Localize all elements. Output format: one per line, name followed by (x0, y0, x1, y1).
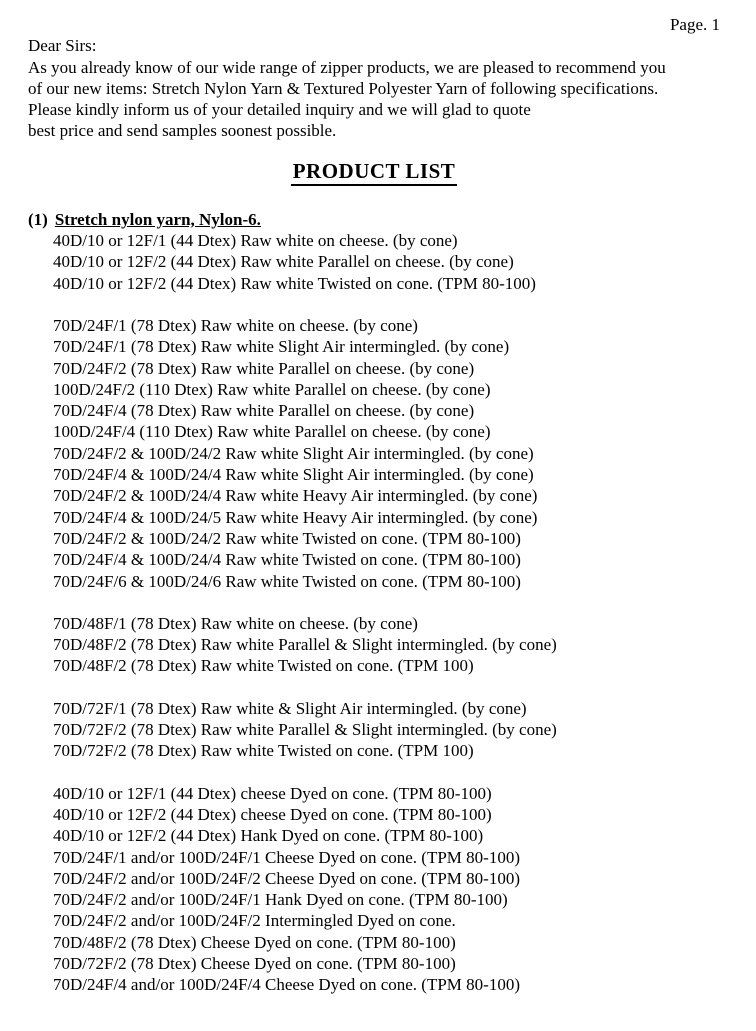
intro-line: As you already know of our wide range of zipper products, we are pleased to recommend you (28, 57, 666, 77)
section-title: Stretch nylon yarn, Nylon-6. (54, 209, 261, 229)
product-line: 70D/24F/2 & 100D/24/2 Raw white Slight Air intermingled. (by cone) (53, 443, 534, 463)
product-line: 70D/24F/2 and/or 100D/24F/1 Hank Dyed on cone. (TPM 80-100) (53, 890, 508, 910)
product-line: 70D/24F/4 (78 Dtex) Raw white Parallel on cheese. (by cone) (53, 401, 475, 421)
intro-line: of our new items: Stretch Nylon Yarn & Textured Polyester Yarn of following specifications. (28, 78, 659, 98)
product-group (28, 230, 720, 294)
product-line: 70D/24F/1 and/or 100D/24F/1 Cheese Dyed on cone. (TPM 80-100) (53, 847, 520, 867)
product-line: 70D/24F/4 & 100D/24/5 Raw white Heavy Air intermingled. (by cone) (53, 507, 538, 527)
product-line: 40D/10 or 12F/2 (44 Dtex) Raw white Parallel on cheese. (by cone) (53, 252, 514, 272)
document-title-row (28, 159, 720, 186)
product-line: 70D/24F/2 (78 Dtex) Raw white Parallel on cheese. (by cone) (53, 358, 475, 378)
product-line: 70D/72F/2 (78 Dtex) Raw white Parallel & Slight intermingled. (by cone) (53, 720, 557, 740)
intro-paragraph (28, 57, 720, 142)
product-groups (28, 230, 720, 996)
product-line: 40D/10 or 12F/1 (44 Dtex) Raw white on cheese. (by cone) (53, 231, 458, 251)
product-line: 70D/72F/2 (78 Dtex) Raw white Twisted on cone. (TPM 100) (53, 741, 474, 761)
salutation: Dear Sirs: (28, 36, 97, 56)
product-line: 70D/48F/1 (78 Dtex) Raw white on cheese. (by cone) (53, 613, 418, 633)
product-line: 70D/72F/1 (78 Dtex) Raw white & Slight Air intermingled. (by cone) (53, 698, 527, 718)
intro-line: Please kindly inform us of your detailed inquiry and we will glad to quote (28, 100, 531, 120)
product-line: 70D/24F/6 & 100D/24/6 Raw white Twisted on cone. (TPM 80-100) (53, 571, 521, 591)
product-line: 70D/24F/4 & 100D/24/4 Raw white Twisted on cone. (TPM 80-100) (53, 550, 521, 570)
product-line: 70D/24F/2 & 100D/24/4 Raw white Heavy Air intermingled. (by cone) (53, 486, 538, 506)
product-line: 70D/24F/2 and/or 100D/24F/2 Intermingled Dyed on cone. (53, 911, 456, 931)
page-number: Page. 1 (669, 15, 720, 34)
product-line: 70D/48F/2 (78 Dtex) Cheese Dyed on cone. (TPM 80-100) (53, 932, 456, 952)
intro-line: best price and send samples soonest possible. (28, 121, 337, 141)
product-line: 70D/48F/2 (78 Dtex) Raw white Parallel & Slight intermingled. (by cone) (53, 635, 557, 655)
product-group (28, 315, 720, 592)
product-group (28, 698, 720, 762)
product-line: 100D/24F/4 (110 Dtex) Raw white Parallel on cheese. (by cone) (53, 422, 491, 442)
product-line: 70D/72F/2 (78 Dtex) Cheese Dyed on cone. (TPM 80-100) (53, 953, 456, 973)
product-line: 70D/24F/4 & 100D/24/4 Raw white Slight Air intermingled. (by cone) (53, 465, 534, 485)
product-line: 40D/10 or 12F/2 (44 Dtex) Raw white Twisted on cone. (TPM 80-100) (53, 273, 536, 293)
product-line: 40D/10 or 12F/2 (44 Dtex) Hank Dyed on cone. (TPM 80-100) (53, 826, 484, 846)
product-group (28, 613, 720, 677)
product-line: 70D/24F/2 & 100D/24/2 Raw white Twisted on cone. (TPM 80-100) (53, 528, 521, 548)
product-line: 70D/24F/1 (78 Dtex) Raw white on cheese. (by cone) (53, 315, 418, 335)
product-line: 70D/48F/2 (78 Dtex) Raw white Twisted on cone. (TPM 100) (53, 656, 474, 676)
product-line: 70D/24F/1 (78 Dtex) Raw white Slight Air intermingled. (by cone) (53, 337, 510, 357)
product-line: 40D/10 or 12F/1 (44 Dtex) cheese Dyed on cone. (TPM 80-100) (53, 783, 492, 803)
product-line: 100D/24F/2 (110 Dtex) Raw white Parallel on cheese. (by cone) (53, 379, 491, 399)
product-line: 40D/10 or 12F/2 (44 Dtex) cheese Dyed on cone. (TPM 80-100) (53, 804, 492, 824)
section-heading (28, 209, 720, 230)
product-line: 70D/24F/2 and/or 100D/24F/2 Cheese Dyed on cone. (TPM 80-100) (53, 868, 520, 888)
product-line: 70D/24F/4 and/or 100D/24F/4 Cheese Dyed on cone. (TPM 80-100) (53, 975, 520, 995)
product-group (28, 783, 720, 996)
document-title: PRODUCT LIST (291, 159, 458, 186)
section-number: (1) (28, 209, 48, 229)
